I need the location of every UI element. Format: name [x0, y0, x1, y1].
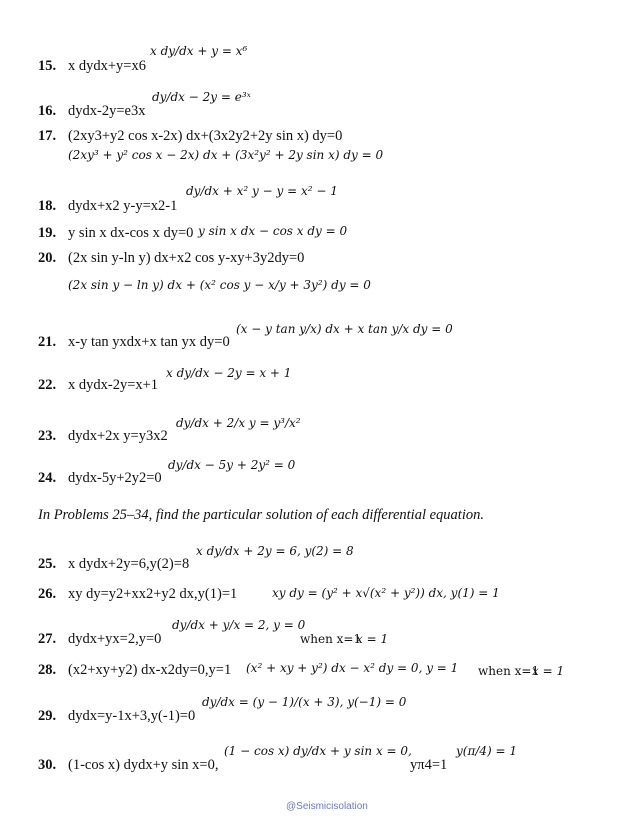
problem-text: (1-cos x) dydx+y sin x=0,	[68, 757, 219, 773]
rendered-equation: x dy/dx − 2y = x + 1	[166, 366, 292, 380]
problem-text: y sin x dx-cos x dy=0	[68, 225, 194, 241]
problem-text: dydx=y-1x+3,y(-1)=0	[68, 708, 196, 724]
problem-number: 17.	[38, 128, 57, 144]
condition-equation: x = 1	[532, 664, 565, 678]
problem-number: 28.	[38, 662, 57, 678]
problem-text: dydx+2x y=y3x2	[68, 428, 168, 444]
problem-text: (x2+xy+y2) dx-x2dy=0,y=1	[68, 662, 232, 678]
initial-condition-label: yπ4=1	[410, 757, 448, 773]
problem-text: (2xy3+y2 cos x-2x) dx+(3x2y2+2y sin x) dy=0	[68, 128, 343, 144]
rendered-equation: (x² + xy + y²) dx − x² dy = 0, y = 1	[246, 661, 459, 675]
rendered-equation: (1 − cos x) dy/dx + y sin x = 0,	[224, 744, 412, 758]
rendered-equation: dy/dx − 2y = e³ˣ	[152, 90, 251, 104]
rendered-equation: (2x sin y − ln y) dx + (x² cos y − x/y + 3y²) dy = 0	[68, 278, 371, 292]
rendered-equation: y sin x dx − cos x dy = 0	[198, 224, 348, 238]
problem-number: 20.	[38, 250, 57, 266]
problem-text: dydx-5y+2y2=0	[68, 470, 162, 486]
problem-text: (2x sin y-ln y) dx+x2 cos y-xy+3y2dy=0	[68, 250, 305, 266]
rendered-equation: (x − y tan y/x) dx + x tan y/x dy = 0	[236, 322, 453, 336]
problem-text: x dydx+2y=6,y(2)=8	[68, 556, 190, 572]
rendered-equation: x dy/dx + y = x⁶	[150, 44, 248, 58]
rendered-equation: dy/dx − 5y + 2y² = 0	[168, 458, 296, 472]
problem-text: dydx-2y=e3x	[68, 103, 146, 119]
problem-number: 30.	[38, 757, 57, 773]
problem-number: 26.	[38, 586, 57, 602]
problem-number: 15.	[38, 58, 57, 74]
problem-text: x-y tan yxdx+x tan yx dy=0	[68, 334, 230, 350]
rendered-equation: x dy/dx + 2y = 6, y(2) = 8	[196, 544, 354, 558]
instruction-text: In Problems 25–34, find the particular solution of each differential equation.	[38, 507, 484, 523]
condition-equation: x = 1	[356, 632, 389, 646]
rendered-equation: xy dy = (y² + x√(x² + y²)) dx, y(1) = 1	[272, 586, 500, 600]
problem-number: 19.	[38, 225, 57, 241]
rendered-equation: dy/dx + 2/x y = y³/x²	[176, 416, 301, 430]
rendered-equation: (2xy³ + y² cos x − 2x) dx + (3x²y² + 2y sin x) dy = 0	[68, 148, 384, 162]
problem-number: 23.	[38, 428, 57, 444]
problem-number: 29.	[38, 708, 57, 724]
problem-number: 25.	[38, 556, 57, 572]
problem-number: 18.	[38, 198, 57, 214]
problem-text: x dydx-2y=x+1	[68, 377, 159, 393]
initial-condition-text	[410, 757, 447, 774]
problem-text: dydx+yx=2,y=0	[68, 631, 162, 647]
problem-number: 22.	[38, 377, 57, 393]
problem-number: 16.	[38, 103, 57, 119]
problem-text: dydx+x2 y-y=x2-1	[68, 198, 178, 214]
watermark: @Seismicisolation	[286, 801, 368, 812]
initial-condition-equation: y(π/4) = 1	[456, 744, 518, 758]
problem-number: 24.	[38, 470, 57, 486]
problem-text: x dydx+y=x6	[68, 58, 146, 74]
rendered-equation: dy/dx = (y − 1)/(x + 3), y(−1) = 0	[202, 695, 407, 709]
problem-number: 21.	[38, 334, 57, 350]
rendered-equation: dy/dx + x² y − y = x² − 1	[186, 184, 338, 198]
problem-number: 27.	[38, 631, 57, 647]
condition-note: when x=1	[300, 632, 362, 646]
condition-note: when x=1	[478, 664, 540, 678]
rendered-equation: dy/dx + y/x = 2, y = 0	[172, 618, 306, 632]
problem-text: xy dy=y2+xx2+y2 dx,y(1)=1	[68, 586, 238, 602]
